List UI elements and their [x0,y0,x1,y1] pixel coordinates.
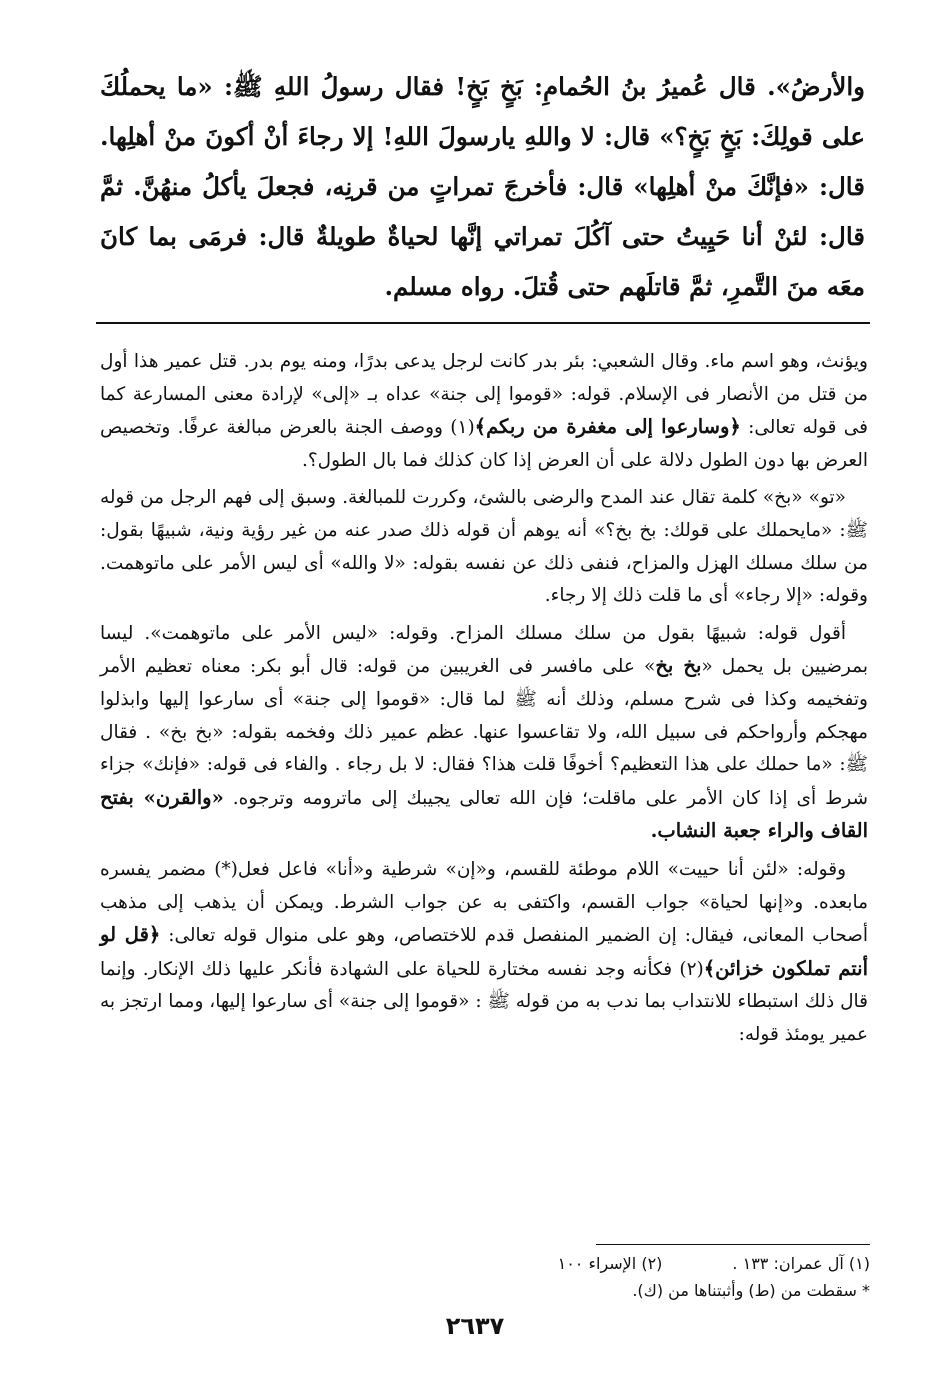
quran-verse-2: ﴿قل لو أنتم تملكون خزائن﴾ [100,923,868,980]
commentary-p1-end: ووصف الجنة بالعرض مبالغة عرفًا. وتخصيص العرض بها دون الطول دلالة على أن العرض إذا كان كذلك فما بال الطول؟. [100,417,868,471]
footnote-row-1 [420,1250,870,1277]
footnote-star: * سقطت من (ط) وأثبتناها من (ك). [632,1281,870,1300]
footnote-ref-star: (*) [214,858,238,880]
commentary-paragraph-2: «تو» «بخ» كلمة تقال عند المدح والرضى بالشئ، وكررت للمبالغة. وسبق إلى فهم الرجل من قوله ﷺ: «مايحملك على قولك: بخ بخ؟» أنه يوهم أن قوله ذلك صدر عنه من غير رؤية ونية، شبيهًا بقول: من سلك مسلك الهزل والمزاح، فنفى ذلك عن نفسه بقوله: «لا والله» أى ليس الأمر على ماتوهمت. وقوله: «إلا رجاء» أى ما قلت ذلك إلا رجاء. [100,487,868,607]
commentary-p3-bold-definition: «والقرن» بفتح القاف والراء جعبة النشاب. [100,785,868,843]
footnote-divider [596,1244,870,1245]
commentary-section [100,346,868,1056]
commentary-p4-a: وقوله: «لئن أنا حييت» اللام موطئة للقسم، و«إن» شرطية و«أنا» فاعل فعل [237,858,847,880]
footnote-2: (٢) الإسراء ١٠٠ [557,1254,663,1273]
commentary-paragraph-3 [100,618,868,849]
quran-verse-1: ﴿وسارعوا إلى مغفرة من ربكم﴾ [474,415,741,439]
commentary-p1-text: ويؤنث، وهو اسم ماء. وقال الشعبي: بئر بدر كانت لرجل يدعى بدرًا، ومنه يوم بدر. قتل عمير هذا أول من قتل من الأنصار فى الإسلام. قوله: «قوموا إلى جنة» عداه بـ «إلى» لإرادة معنى المسارعة كما فى قوله تعالى: [100,351,868,439]
commentary-p4-c: فكأنه وجد نفسه مختارة للحياة على الشهادة فأنكر عليها ذلك الإنكار. وإنما قال ذلك استبطاء للانتداب بما ندب به من قوله ﷺ : «قوموا إلى جنة» أى سارعوا إليها، ومما ارتجز به عمير يومئذ قوله: [100,958,868,1045]
page-number: ٢٦٣٧ [445,1312,505,1340]
footnote-ref-2: (٢) [679,958,704,980]
footnote-ref-1: (١) [450,417,475,439]
commentary-p3-b: » على مافسر فى الغريبين من قوله: قال أبو بكر: معناه تعظيم الأمر وتفخيمه وكذا فى شرح مسلم، وذلك أنه ﷺ لما قال: «قوموا إلى جنة» أى سارعوا إليها وابذلوا مهجكم وأرواحكم فى سبيل الله، ولا تقاعسوا عنها. عظم عمير ذلك وفخمه بقوله: «بخ بخ» . فقال ﷺ: «ما حملك على هذا التعظيم؟ أخوفًا قلت هذا؟ فقال: لا بل رجاء . والفاء فى قوله: «فإنك» جزاء شرط أى إذا كان الأمر على ماقلت؛ فإن الله تعالى يجيبك إلى ماترومه وترجوه. [100,656,868,809]
commentary-paragraph-1 [100,346,868,477]
commentary-p3-bold-term: بخ بخ [655,654,702,678]
commentary-p4-b: مضمر يفسره مابعده. و«إنها لحياة» جواب القسم، واكتفى به عن جواب الشرط. ويمكن أن يذهب إلى مذهب أصحاب المعانى، فيقال: إن الضمير المنفصل قدم للاختصاص، وهو على منوال قوله تعالى: [100,858,868,947]
section-divider [96,322,870,324]
commentary-paragraph-4 [100,854,868,1052]
footnotes [420,1250,870,1304]
commentary-p3-a: أقول قوله: شبيهًا بقول من سلك مسلك المزاح. وقوله: «ليس الأمر على ماتوهمت». ليسا بمرضيين بل يحمل « [100,622,868,678]
footnote-1: (١) آل عمران: ١٣٣ . [732,1254,870,1273]
hadith-text: والأرضُ». قال عُميرُ بنُ الحُمامِ: بَخٍ بَخٍ! فقال رسولُ اللهِ ﷺ: «ما يحملُكَ على قولِكَ: بَخٍ بَخٍ؟» قال: لا واللهِ يارسولَ اللهِ! إلا رجاءَ أنْ أكونَ منْ أهلِها. قال: «فإنَّكَ منْ أهلِها» قال: فأخرجَ تمراتٍ من قرنِه، فجعلَ يأكلُ منهُنَّ. ثمَّ قال: لئنْ أنا حَيِيتُ حتى آكُلَ تمراتي إنَّها لحياةٌ طويلةٌ قال: فرمَى بما كانَ معَه منَ التَّمرِ، ثمَّ قاتلَهم حتى قُتلَ. رواه مسلم. [100,72,865,301]
